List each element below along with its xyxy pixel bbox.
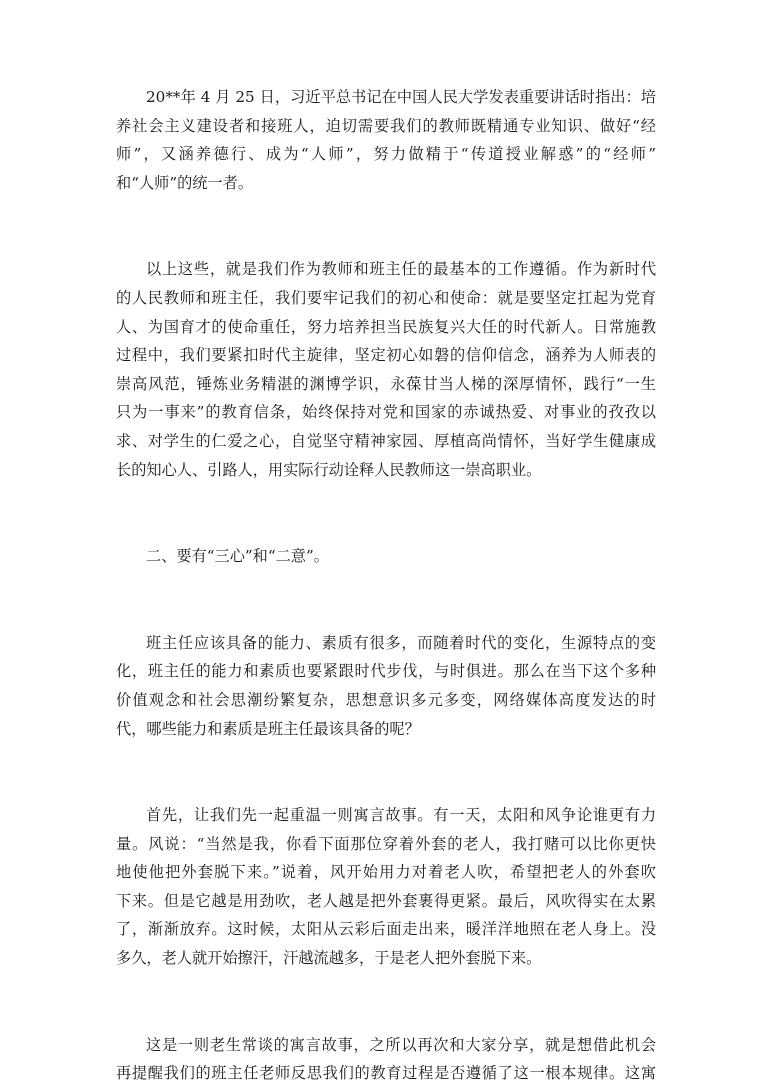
text-line: 20**年 4 月 25 日，习近平总书记在中国人民大学发表重要讲话时指出：培 — [146, 88, 656, 106]
paragraph — [116, 629, 656, 743]
paragraph — [116, 1031, 656, 1088]
paragraph-gap — [116, 197, 656, 255]
text-line: 求、对学生的仁爱之心，自觉坚守精神家园、厚植高尚情怀，当好学生健康成 — [116, 431, 656, 450]
text-line: 只为一事来”的教育信条，始终保持对党和国家的赤诚热爱、对事业的孜孜以 — [116, 403, 656, 422]
text-line: 了，渐渐放弃。这时候，太阳从云彩后面走出来，暖洋洋地照在老人身上。没 — [116, 920, 656, 939]
text-line: 地使他把外套脱下来。”说着，风开始用力对着老人吹，希望把老人的外套吹 — [116, 863, 656, 882]
paragraph-gap — [116, 743, 656, 801]
paragraph — [116, 542, 656, 571]
document-page — [116, 83, 656, 1088]
text-line: 代，哪些能力和素质是班主任最该具备的呢？ — [116, 719, 420, 738]
text-line: 师”，又涵养德行、成为“人师”，努力做精于“传道授业解惑”的“经师” — [116, 145, 656, 164]
text-line: 多久，老人就开始擦汗，汗越流越多，于是老人把外套脱下来。 — [116, 949, 542, 968]
text-line: 崇高风范，锤炼业务精湛的渊博学识，永葆甘当人梯的深厚情怀，践行“一生 — [116, 374, 656, 393]
text-line: 养社会主义建设者和接班人，迫切需要我们的教师既精通专业知识、做好“经 — [116, 116, 656, 135]
text-line: 人、为国育才的使命重任，努力培养担当民族复兴大任的时代新人。日常施教 — [116, 317, 656, 336]
paragraph — [116, 83, 656, 197]
text-line: 二、要有“三心”和“二意”。 — [146, 547, 329, 566]
paragraph-gap — [116, 571, 656, 629]
text-line: 下来。但是它越是用劲吹，老人越是把外套裹得更紧。最后，风吹得实在太累 — [116, 891, 656, 910]
text-line: 这是一则老生常谈的寓言故事，之所以再次和大家分享，就是想借此机会 — [146, 1035, 656, 1054]
text-line: 长的知心人、引路人，用实际行动诠释人民教师这一崇高职业。 — [116, 460, 542, 479]
paragraph-gap — [116, 973, 656, 1031]
text-line: 化，班主任的能力和素质也要紧跟时代步伐，与时俱进。那么在当下这个多种 — [116, 662, 656, 681]
text-line: 量。风说：“当然是我，你看下面那位穿着外套的老人，我打赌可以比你更快 — [116, 834, 656, 853]
text-line: 再提醒我们的班主任老师反思我们的教育过程是否遵循了这一根本规律。这寓 — [116, 1064, 656, 1083]
text-line: 的人民教师和班主任，我们要牢记我们的初心和使命：就是要坚定扛起为党育 — [116, 288, 656, 307]
text-line: 班主任应该具备的能力、素质有很多，而随着时代的变化，生源特点的变 — [146, 633, 656, 652]
text-line: 首先，让我们先一起重温一则寓言故事。有一天，太阳和风争论谁更有力 — [146, 806, 656, 825]
text-line: 以上这些，就是我们作为教师和班主任的最基本的工作遵循。作为新时代 — [146, 260, 656, 279]
paragraph — [116, 801, 656, 973]
paragraph-gap — [116, 484, 656, 542]
paragraph — [116, 255, 656, 484]
text-line: 和“人师”的统一者。 — [116, 173, 254, 192]
text-line: 过程中，我们要紧扣时代主旋律，坚定初心如磐的信仰信念，涵养为人师表的 — [116, 346, 656, 365]
text-line: 价值观念和社会思潮纷繁复杂，思想意识多元多变，网络媒体高度发达的时 — [116, 690, 656, 709]
